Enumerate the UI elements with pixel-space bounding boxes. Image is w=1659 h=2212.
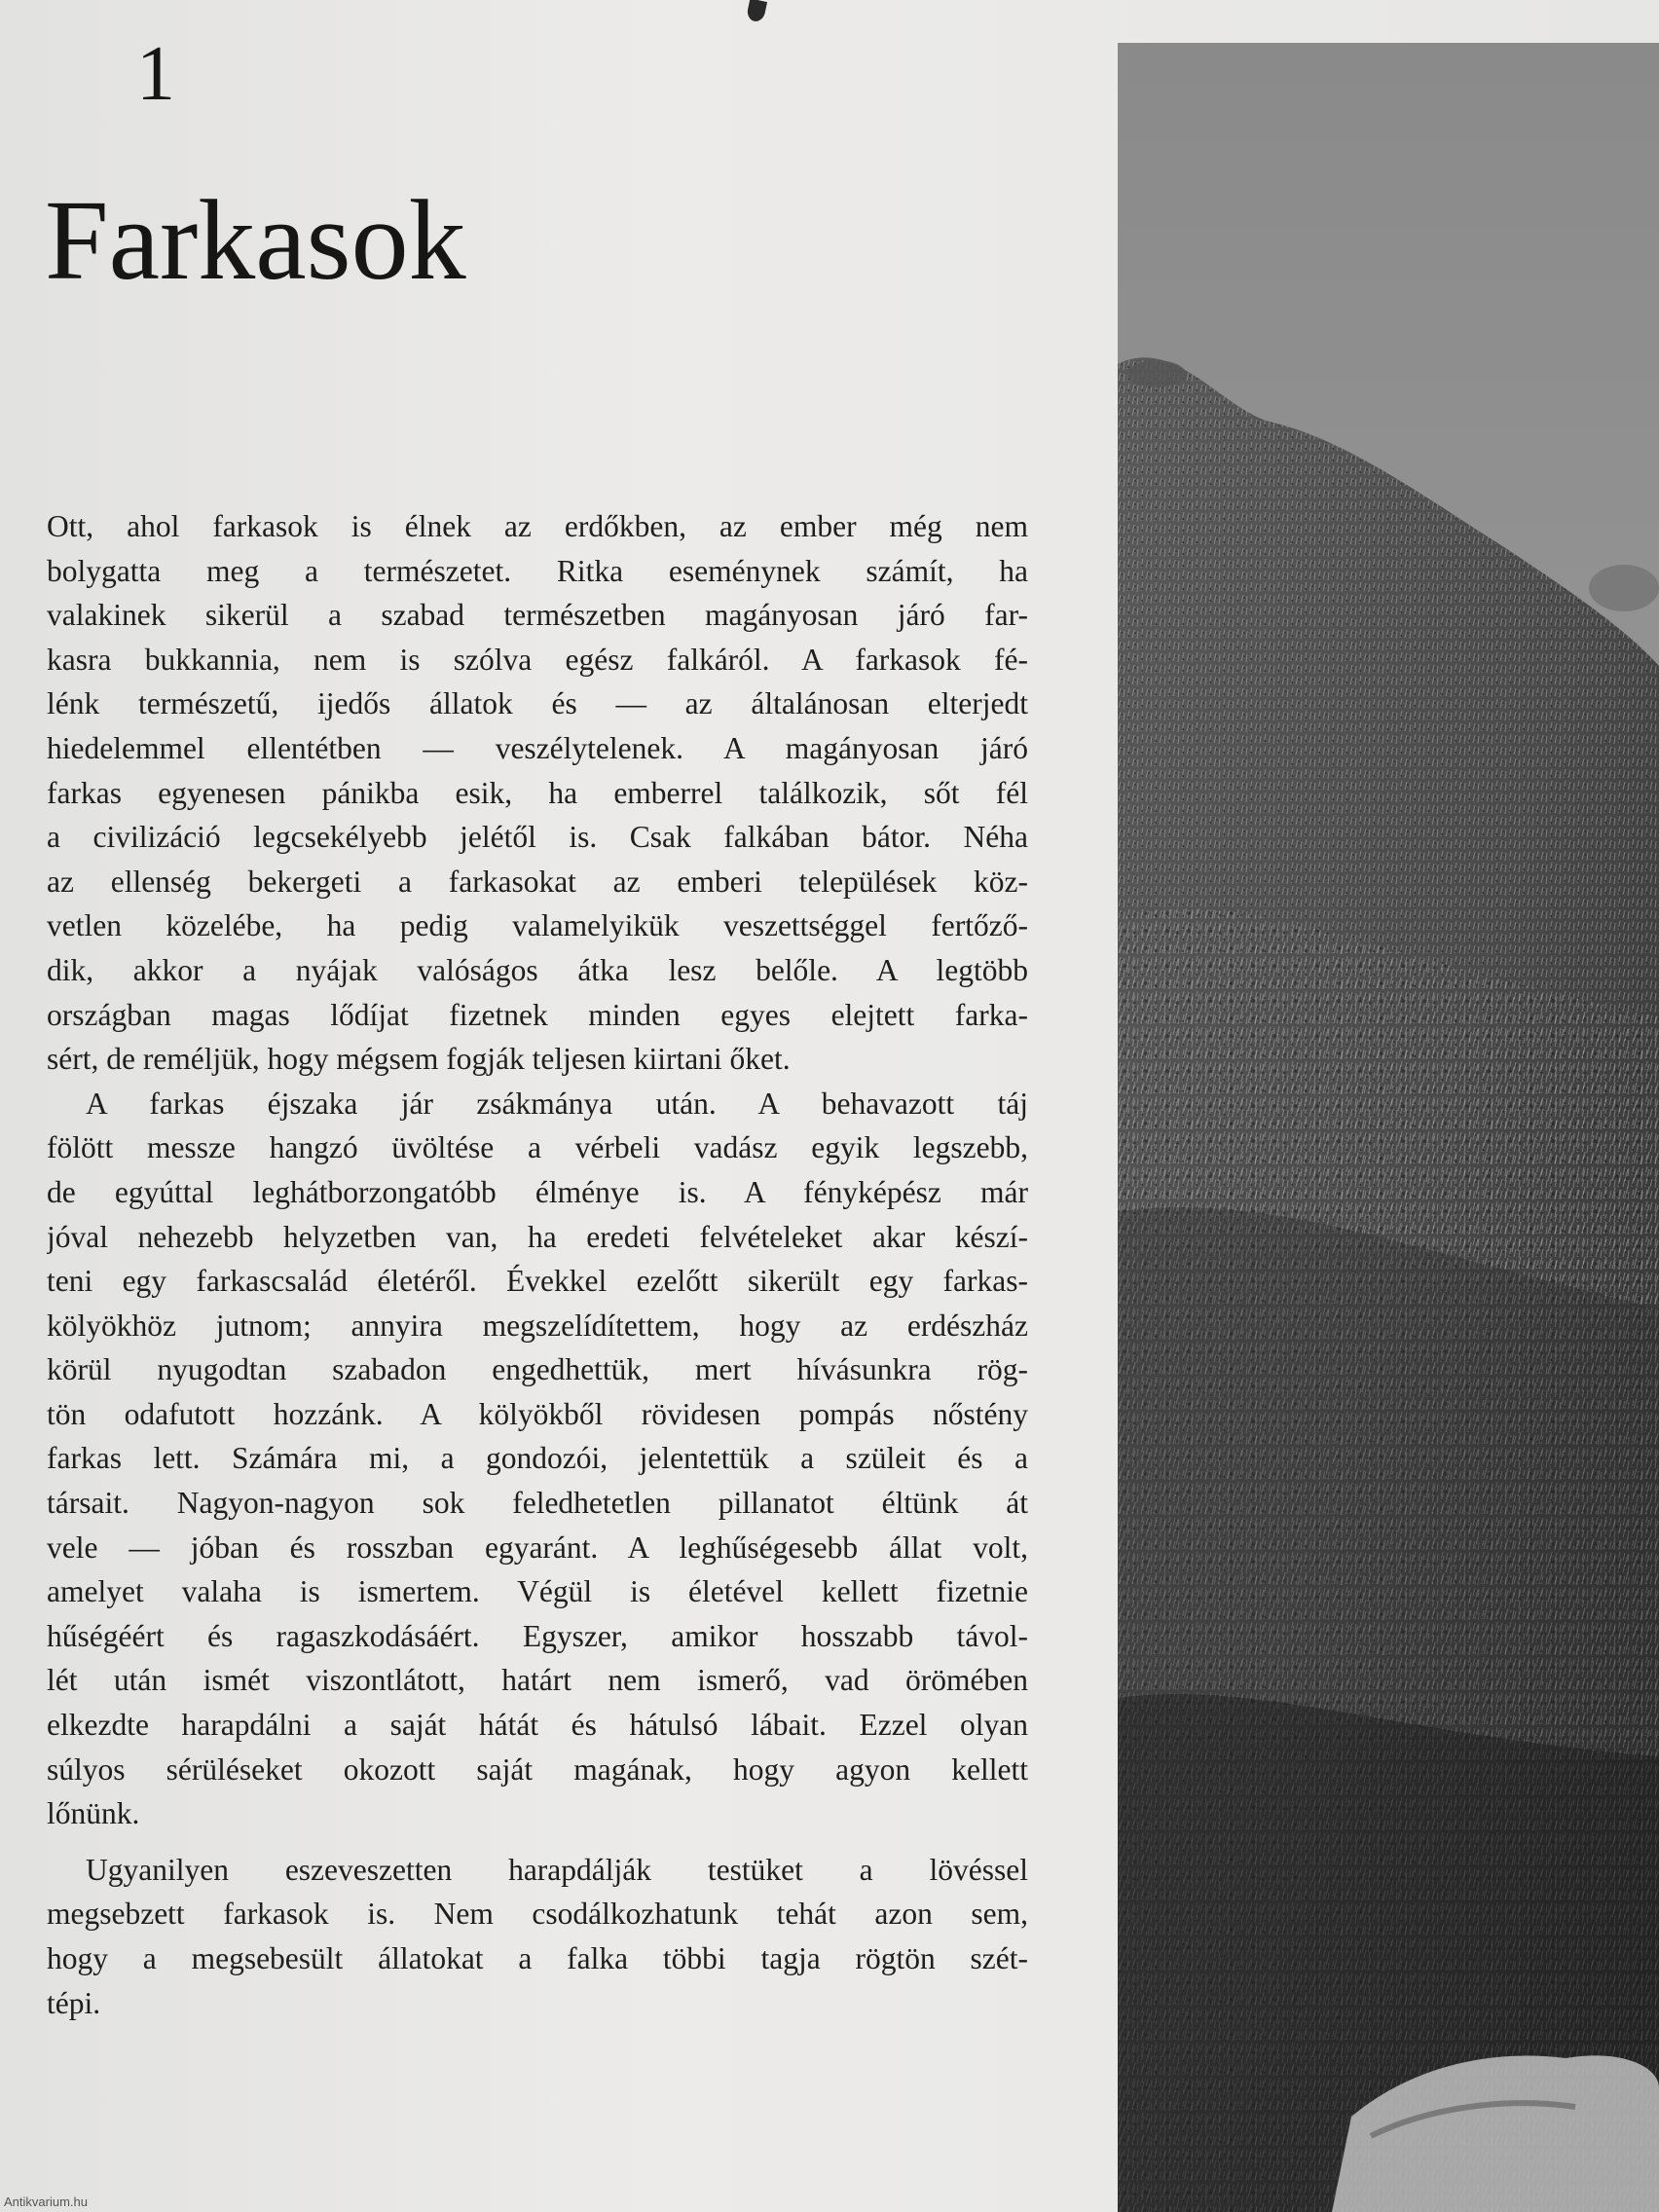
text-line: körül nyugodtan szabadon engedhettük, mert hívásunkra rög- — [47, 1352, 1028, 1387]
text-line: elkezdte harapdálni a saját hátát és hátulsó lábait. Ezzel olyan — [47, 1708, 1028, 1743]
text-line: farkas lett. Számára mi, a gondozói, jelentettük a szüleit és a — [47, 1441, 1028, 1476]
text-line: tépi. — [47, 1985, 101, 2020]
body-text — [47, 504, 1028, 2025]
text-line: A farkas éjszaka jár zsákmánya után. A behavazott táj — [86, 1086, 1028, 1121]
text-line: hiedelemmel ellentétben — veszélytelenek. A magányosan járó — [47, 730, 1028, 765]
text-line: amelyet valaha is ismertem. Végül is életével kellett fizetnie — [47, 1574, 1028, 1609]
text-line: sért, de reméljük, hogy mégsem fogják teljesen kiirtani őket. — [47, 1042, 791, 1077]
text-line: jóval nehezebb helyzetben van, ha eredeti felvételeket akar készí- — [47, 1219, 1028, 1254]
text-line: társait. Nagyon-nagyon sok feledhetetlen pillanatot éltünk át — [47, 1486, 1028, 1521]
chapter-title: Farkasok — [45, 176, 466, 304]
text-line: de egyúttal leghátborzongatóbb élménye is. A fényképész már — [47, 1174, 1028, 1209]
text-line: lőnünk. — [47, 1796, 140, 1831]
text-line: kölyökhöz jutnom; annyira megszelídítettem, hogy az erdészház — [47, 1308, 1028, 1343]
text-line: farkas egyenesen pánikba esik, ha emberrel találkozik, sőt fél — [47, 775, 1028, 810]
text-line: lénk természetű, ijedős állatok és — az általánosan elterjedt — [47, 686, 1028, 721]
text-line: tön odafutott hozzánk. A kölyökből rövidesen pompás nőstény — [47, 1396, 1028, 1431]
text-line: megsebzett farkasok is. Nem csodálkozhatunk tehát azon sem, — [47, 1897, 1028, 1932]
text-line: országban magas lődíjat fizetnek minden egyes elejtett farka- — [47, 997, 1028, 1032]
text-line: kasra bukkannia, nem is szólva egész falkáról. A farkasok fé- — [47, 642, 1028, 677]
text-line: Ott, ahol farkasok is élnek az erdőkben, az ember még nem — [47, 509, 1028, 543]
text-line: vele — jóban és rosszban egyaránt. A leghűségesebb állat volt, — [47, 1530, 1028, 1565]
text-line: a civilizáció legcsekélyebb jelétől is. Csak falkában bátor. Néha — [47, 820, 1028, 855]
watermark: Antikvarium.hu — [4, 2194, 88, 2209]
text-line: hűségéért és ragaszkodásáért. Egyszer, amikor hosszabb távol- — [47, 1618, 1028, 1653]
text-line: fölött messze hangzó üvöltése a vérbeli vadász egyik legszebb, — [47, 1130, 1028, 1165]
text-line: teni egy farkascsalád életéről. Évekkel ezelőtt sikerült egy farkas- — [47, 1264, 1028, 1299]
paragraph-gap — [47, 1836, 1028, 1848]
text-line: lét után ismét viszontlátott, határt nem ismerő, vad örömében — [47, 1663, 1028, 1698]
chapter-number: 1 — [136, 31, 175, 117]
text-line: Ugyanilyen eszeveszetten harapdálják testüket a lövéssel — [86, 1852, 1028, 1887]
text-line: dik, akkor a nyájak valóságos átka lesz belőle. A legtöbb — [47, 952, 1028, 987]
text-line: valakinek sikerül a szabad természetben magányosan járó far- — [47, 598, 1028, 633]
hillside-photo — [1118, 43, 1659, 2212]
text-line: az ellenség bekergeti a farkasokat az emberi települések köz- — [47, 864, 1028, 899]
text-line: vetlen közelébe, ha pedig valamelyikük veszettséggel fertőző- — [47, 908, 1028, 943]
text-line: súlyos sérüléseket okozott saját magának, hogy agyon kellett — [47, 1751, 1028, 1787]
ink-mark — [746, 0, 767, 23]
hillside-photo-icon — [1118, 43, 1659, 2212]
text-line: bolygatta meg a természetet. Ritka eseménynek számít, ha — [47, 553, 1028, 588]
text-line: hogy a megsebesült állatokat a falka többi tagja rögtön szét- — [47, 1941, 1028, 1975]
